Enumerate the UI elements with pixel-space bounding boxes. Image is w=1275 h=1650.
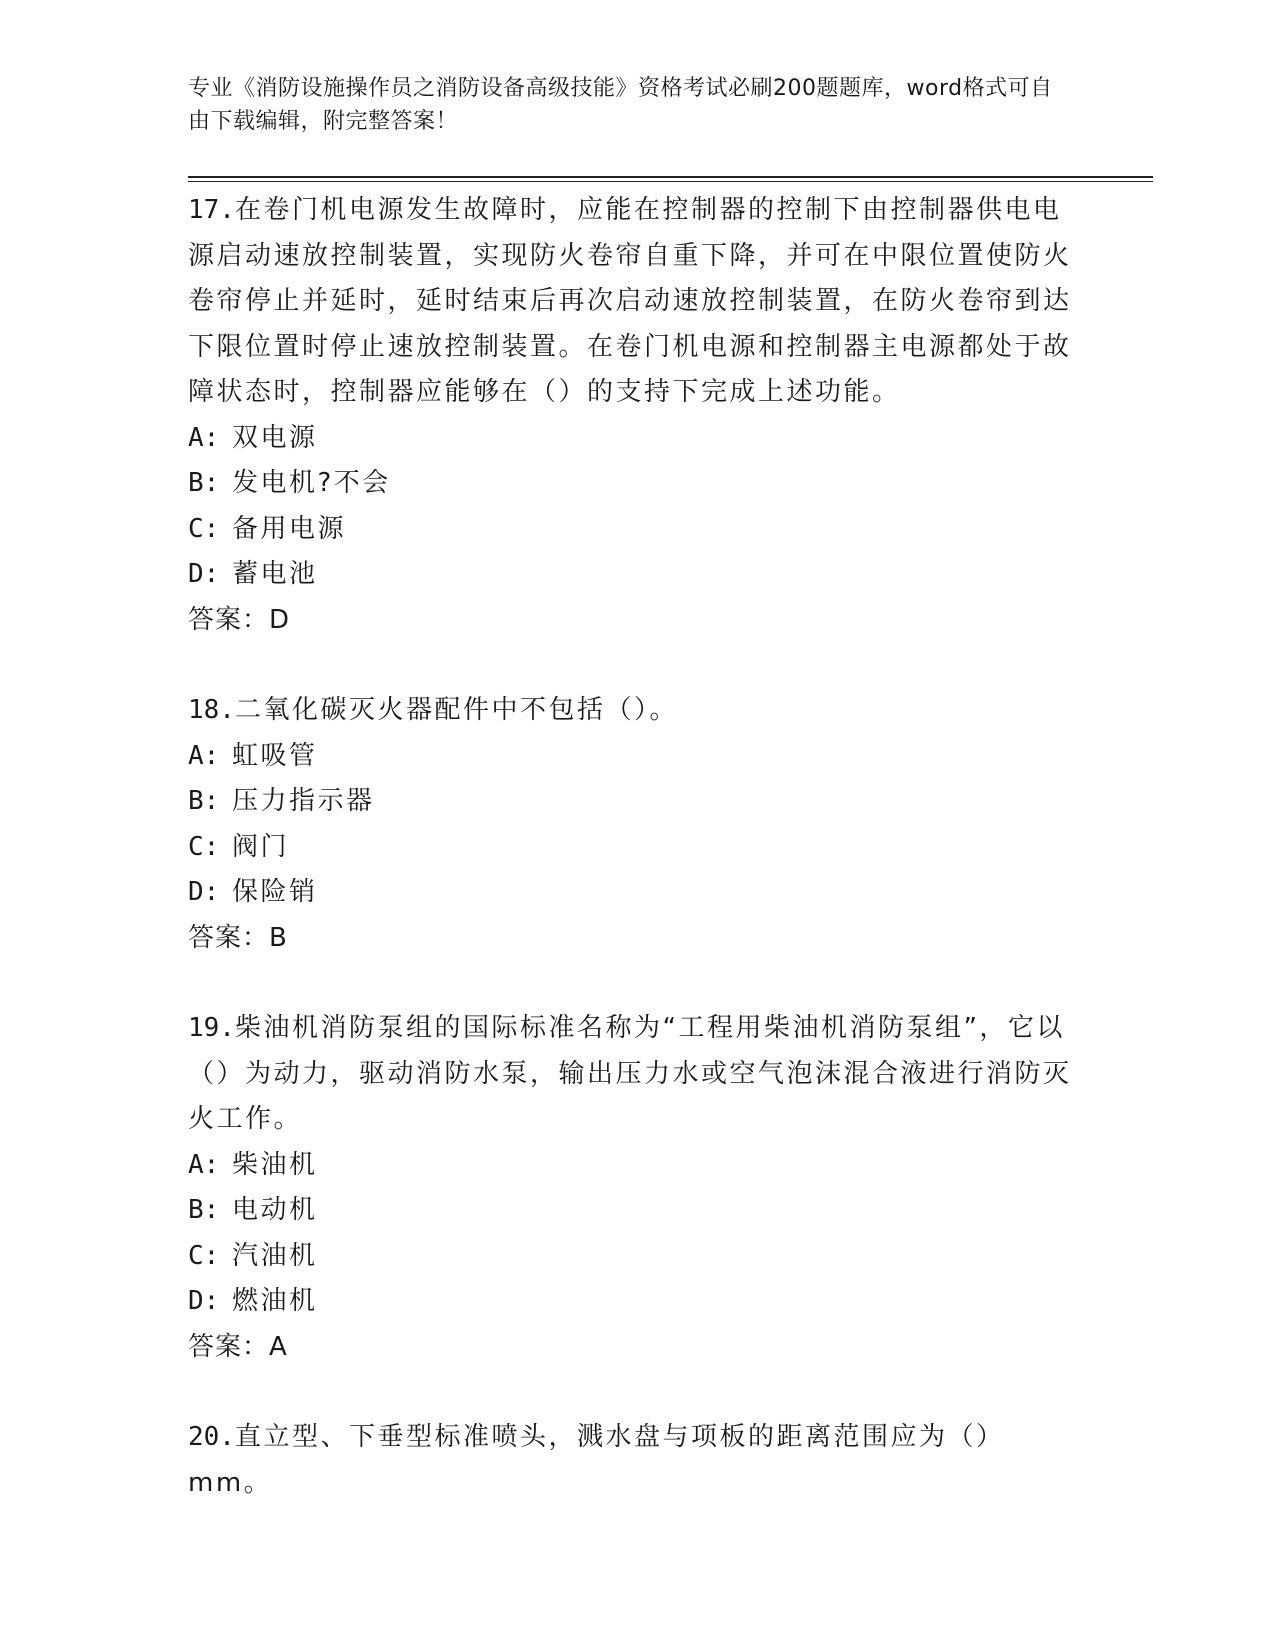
option-text: 备用电源 bbox=[232, 513, 347, 544]
option-key: B: bbox=[188, 786, 220, 816]
option-b bbox=[188, 1188, 1078, 1234]
option-text: 燃油机 bbox=[232, 1286, 318, 1316]
option-b bbox=[188, 461, 1078, 507]
option-text: 发电机?不会 bbox=[232, 468, 391, 498]
option-b bbox=[188, 779, 1078, 825]
option-text: 压力指示器 bbox=[232, 786, 375, 816]
option-c bbox=[188, 1234, 1078, 1280]
option-c bbox=[188, 825, 1078, 871]
option-text: 保险销 bbox=[232, 877, 318, 907]
option-text: 电动机 bbox=[232, 1195, 318, 1225]
option-d bbox=[188, 1279, 1078, 1325]
option-a bbox=[188, 416, 1078, 462]
question-number: 20. bbox=[188, 1422, 235, 1452]
question-stem bbox=[188, 188, 1078, 416]
option-key: A: bbox=[188, 1149, 220, 1180]
question-text: 二氧化碳灭火器配件中不包括（）。 bbox=[234, 695, 678, 725]
question-text: 直立型、下垂型标准喷头，溅水盘与项板的距离范围应为（）mm。 bbox=[188, 1422, 1005, 1498]
question-17 bbox=[188, 188, 1078, 643]
option-d bbox=[188, 552, 1078, 598]
question-stem bbox=[188, 1415, 1078, 1506]
option-text: 虹吸管 bbox=[232, 740, 318, 771]
question-20 bbox=[188, 1415, 1078, 1506]
answer-line: 答案：B bbox=[188, 922, 288, 953]
option-a bbox=[188, 1143, 1078, 1189]
option-text: 蓄电池 bbox=[232, 559, 318, 589]
option-text: 双电源 bbox=[232, 422, 318, 453]
question-stem bbox=[188, 1006, 1078, 1143]
option-key: D: bbox=[188, 1286, 220, 1316]
question-19 bbox=[188, 1006, 1078, 1370]
question-number: 19. bbox=[188, 1013, 235, 1043]
question-text: 柴油机消防泵组的国际标准名称为“工程用柴油机消防泵组”，它以（）为动力，驱动消防水泵，输出压力水或空气泡沫混合液进行消防灭火工作。 bbox=[188, 1013, 1072, 1134]
question-list bbox=[188, 188, 1078, 1551]
option-key: C: bbox=[188, 831, 220, 862]
document-header: 专业《消防设施操作员之消防设备高级技能》资格考试必刷200题题库，word格式可自由下载编辑，附完整答案！ bbox=[188, 76, 1053, 134]
question-number: 18. bbox=[188, 695, 235, 725]
question-text: 在卷门机电源发生故障时，应能在控制器的控制下由控制器供电电源启动速放控制装置，实现防火卷帘自重下降，并可在中限位置使防火卷帘停止并延时，延时结束后再次启动速放控制装置，在防火卷帘到达下限位置时停止速放控制装置。在卷门机电源和控制器主电源都处于故障状态时，控制器应能够在（）的支持下完成上述功能。 bbox=[188, 195, 1072, 407]
header-divider-thick bbox=[188, 176, 1153, 178]
question-stem bbox=[188, 688, 1078, 734]
option-key: D: bbox=[188, 559, 220, 589]
option-c bbox=[188, 507, 1078, 553]
option-d bbox=[188, 870, 1078, 916]
header-divider-thin bbox=[188, 181, 1153, 182]
option-key: B: bbox=[188, 468, 220, 498]
question-number: 17. bbox=[188, 195, 235, 225]
answer-line: 答案：D bbox=[188, 604, 291, 635]
option-key: B: bbox=[188, 1195, 220, 1225]
option-text: 柴油机 bbox=[232, 1149, 318, 1180]
option-text: 汽油机 bbox=[232, 1240, 318, 1271]
answer-line: 答案：A bbox=[188, 1331, 288, 1362]
question-18 bbox=[188, 688, 1078, 961]
option-key: C: bbox=[188, 513, 220, 544]
option-text: 阀门 bbox=[232, 831, 290, 862]
option-key: A: bbox=[188, 740, 220, 771]
option-a bbox=[188, 734, 1078, 780]
option-key: A: bbox=[188, 422, 220, 453]
option-key: D: bbox=[188, 877, 220, 907]
option-key: C: bbox=[188, 1240, 220, 1271]
